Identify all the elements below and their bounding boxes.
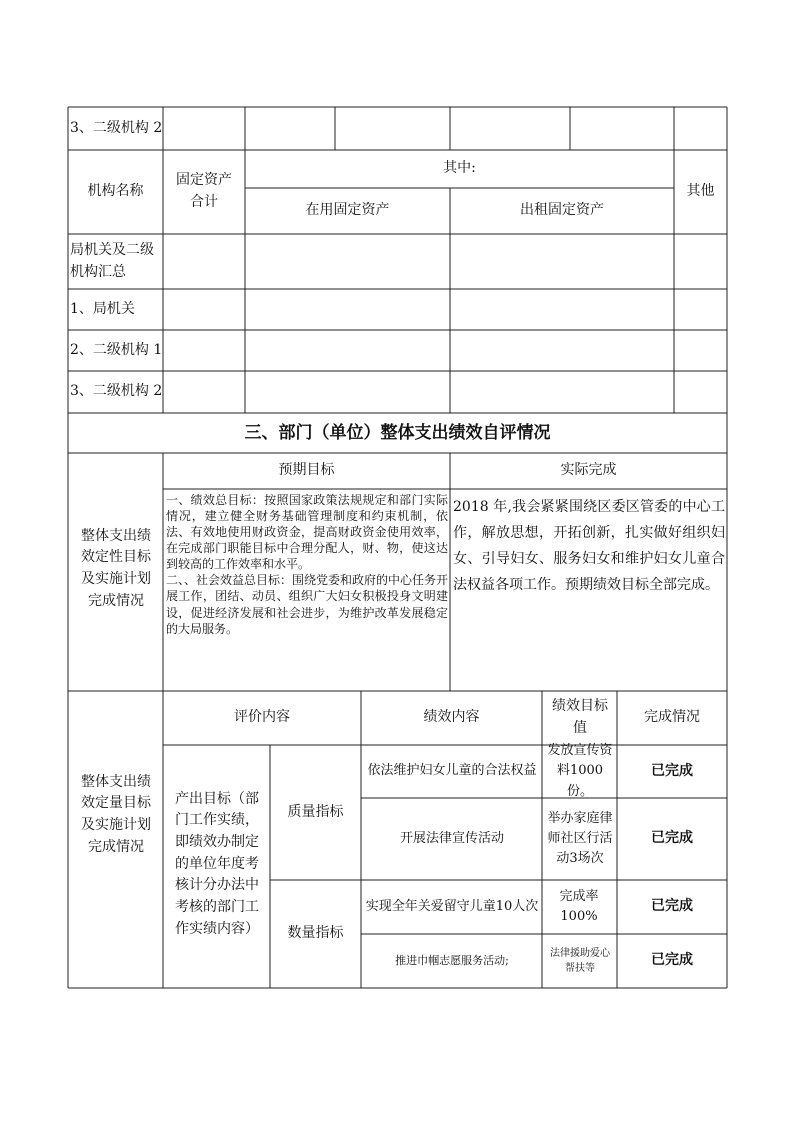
metric-target: 发放宣传资料1000份。 xyxy=(547,743,613,799)
expected-header: 预期目标 xyxy=(278,462,335,479)
metric-status: 已完成 xyxy=(651,898,693,915)
asset-row-label: 3、二级机构 2 xyxy=(70,383,163,400)
target-header: 绩效目标值 xyxy=(552,698,608,736)
content-header: 绩效内容 xyxy=(423,709,480,726)
asset-row-label: 1、局机关 xyxy=(70,300,135,317)
section-title: 三、部门（单位）整体支出绩效自评情况 xyxy=(244,422,551,443)
actual-text: 2018 年,我会紧紧围绕区委区管委的中心工作，解放思想，开拓创新，扎实做好组织妇女、引导妇女、服务妇女和维护妇女儿童合法权益各项工作。预期绩效目标全部完成。 xyxy=(453,499,725,593)
quantity-indicator-label: 数量指标 xyxy=(287,925,344,942)
top-row-label: 3、二级机构 2 xyxy=(70,119,163,136)
metric-status: 已完成 xyxy=(651,952,693,969)
asset-row-label: 局机关及二级机构汇总 xyxy=(70,241,154,280)
col-other-header: 其他 xyxy=(686,183,715,200)
metric-target: 举办家庭律师社区行活动3场次 xyxy=(547,810,613,867)
metric-status: 已完成 xyxy=(651,762,693,779)
metric-content: 开展法律宣传活动 xyxy=(399,830,504,846)
status-header: 完成情况 xyxy=(644,709,700,726)
col-rented-header: 出租固定资产 xyxy=(520,202,604,219)
qualitative-label: 整体支出绩效定性目标及实施计划完成情况 xyxy=(81,527,151,609)
metric-status: 已完成 xyxy=(651,830,693,847)
actual-header: 实际完成 xyxy=(560,462,617,479)
metric-content: 实现全年关爱留守儿童10人次 xyxy=(365,898,539,914)
metric-target: 法律援助爱心帮扶等 xyxy=(550,947,610,974)
output-target-label: 产出目标（部门工作实绩，即绩效办制定的单位年度考核计分办法中考核的部门工作实绩内容） xyxy=(175,790,259,937)
col-group-header: 其中: xyxy=(443,160,476,177)
asset-row-label: 2、二级机构 1 xyxy=(70,341,163,358)
metric-target: 完成率100% xyxy=(559,888,599,924)
metric-content: 推进巾帼志愿服务活动; xyxy=(395,954,509,968)
expected-text: 一、绩效总目标：按照国家政策法规规定和部门实际情况，建立健全财务基础管理制度和约束机制，依法、有效地使用财政资金，提高财政资金使用效率，在完成部门职能目标中合理分配人，财、物，使这达到较高的工作效率和水平。 二、、社会效益总目标：围绕党委和政府的中心任务开展工作，团结、动员、组织广大妇女积极投身文明建设，促进经济发展和社会进步，为维护改革发展稳定的大局服务。 xyxy=(166,493,449,636)
quality-indicator-label: 质量指标 xyxy=(287,803,344,820)
eval-header: 评价内容 xyxy=(234,709,290,726)
metric-content: 依法维护妇女儿童的合法权益 xyxy=(367,763,537,779)
quantitative-label: 整体支出绩效定量目标及实施计划完成情况 xyxy=(81,773,151,855)
col-in-use-header: 在用固定资产 xyxy=(305,202,390,219)
col-total-header: 固定资产合计 xyxy=(176,172,232,210)
col-org-header: 机构名称 xyxy=(87,183,144,200)
